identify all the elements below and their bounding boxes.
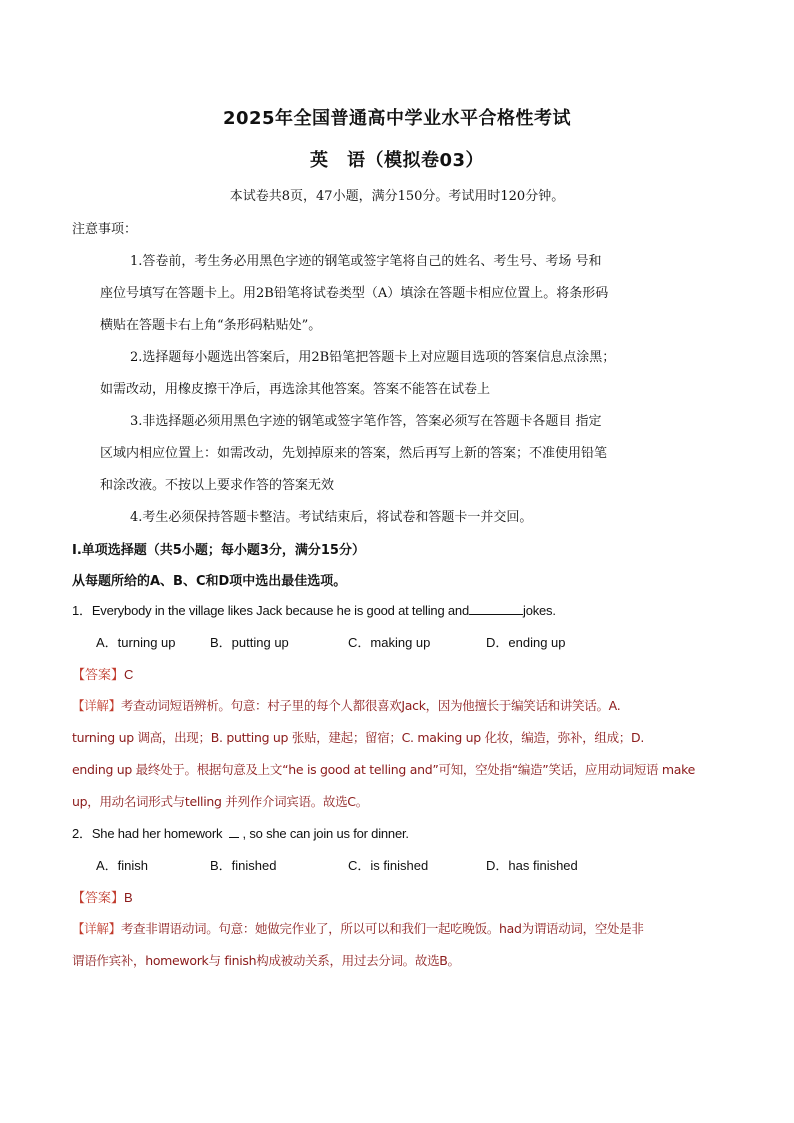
- detail-label: 【详解】: [72, 921, 121, 936]
- stem-text: 2．She had her homework: [72, 826, 223, 841]
- option-d: D．has finished: [486, 858, 578, 873]
- stem-text: 1．Everybody in the village likes Jack because he is good at telling and: [72, 603, 469, 618]
- stem-text: , so she can join us for dinner.: [242, 826, 409, 841]
- option-c: C．is finished: [348, 858, 429, 873]
- question-stem: [72, 823, 409, 842]
- answer-blank: [469, 602, 523, 615]
- note-line: 和涂改液。不按以上要求作答的答案无效: [100, 478, 335, 493]
- answer-value: C: [124, 667, 134, 682]
- option-d: D．ending up: [486, 635, 566, 650]
- exam-info: 本试卷共8页，47小题，满分150分。考试用时120分钟。: [229, 189, 565, 204]
- detail-line: up，用动名词形式与telling 并列作介词宾语。故选C。: [72, 794, 368, 809]
- detail-line: 谓语作宾补，homework与 finish构成被动关系，用过去分词。故选B。: [72, 953, 460, 968]
- question-stem: [72, 600, 556, 619]
- detail-line: [72, 919, 722, 937]
- note-line: 4.考生必须保持答题卡整洁。考试结束后，将试卷和答题卡一并交回。: [130, 510, 533, 525]
- notes-label: 注意事项：: [72, 222, 138, 237]
- note-line: 1.答卷前，考生务必用黑色字迹的钢笔或签字笔将自己的姓名、考生号、考场 号和: [130, 254, 602, 269]
- detail-label: 【详解】: [72, 698, 121, 713]
- answer-line: [72, 887, 133, 906]
- note-line: 3.非选择题必须用黑色字迹的钢笔或签字笔作答，答案必须写在答题卡各题目 指定: [130, 414, 602, 429]
- note-line: 座位号填写在答题卡上。用2B铅笔将试卷类型（A）填涂在答题卡相应位置上。将条形码: [100, 286, 609, 301]
- answer-label: 【答案】: [72, 891, 125, 906]
- answer-label: 【答案】: [72, 668, 125, 683]
- note-line: 区域内相应位置上：如需改动，先划掉原来的答案，然后再写上新的答案；不准使用铅笔: [100, 446, 608, 461]
- section-instruction: 从每题所给的A、B、C和D项中选出最佳选项。: [72, 574, 347, 589]
- option-c: C．making up: [348, 635, 431, 650]
- detail-line: [72, 696, 722, 714]
- exam-title: 2025年全国普通高中学业水平合格性考试: [222, 108, 572, 129]
- detail-line: ending up 最终处于。根据句意及上文“he is good at telling and”可知，空处指“编造”笑话，应用动词短语 make: [72, 762, 696, 777]
- note-line: 2.选择题每小题选出答案后，用2B铅笔把答题卡上对应题目选项的答案信息点涂黑；: [130, 350, 616, 365]
- answer-line: [72, 664, 133, 683]
- answer-blank: [229, 825, 239, 838]
- option-a: A．turning up: [96, 635, 176, 650]
- note-line: 横贴在答题卡右上角“条形码粘贴处”。: [100, 318, 322, 333]
- answer-value: B: [124, 890, 133, 905]
- option-b: B．finished: [210, 858, 277, 873]
- detail-line: turning up 调高，出现；B. putting up 张贴，建起；留宿；C. making up 化妆，编造，弥补，组成；D.: [72, 730, 644, 745]
- detail-text: 考查动词短语辨析。句意：村子里的每个人都很喜欢Jack，因为他擅长于编笑话和讲笑话。A.: [120, 698, 621, 713]
- option-a: A．finish: [96, 858, 149, 873]
- detail-text: 考查非谓语动词。句意：她做完作业了，所以可以和我们一起吃晚饭。had为谓语动词，空处是非: [120, 921, 644, 936]
- exam-subject: 英 语（模拟卷03）: [309, 150, 485, 171]
- section-heading: I.单项选择题（共5小题；每小题3分，满分15分）: [72, 543, 365, 558]
- option-b: B．putting up: [210, 635, 289, 650]
- note-line: 如需改动，用橡皮擦干净后，再选涂其他答案。答案不能答在试卷上: [100, 382, 491, 397]
- stem-text: jokes.: [523, 603, 556, 618]
